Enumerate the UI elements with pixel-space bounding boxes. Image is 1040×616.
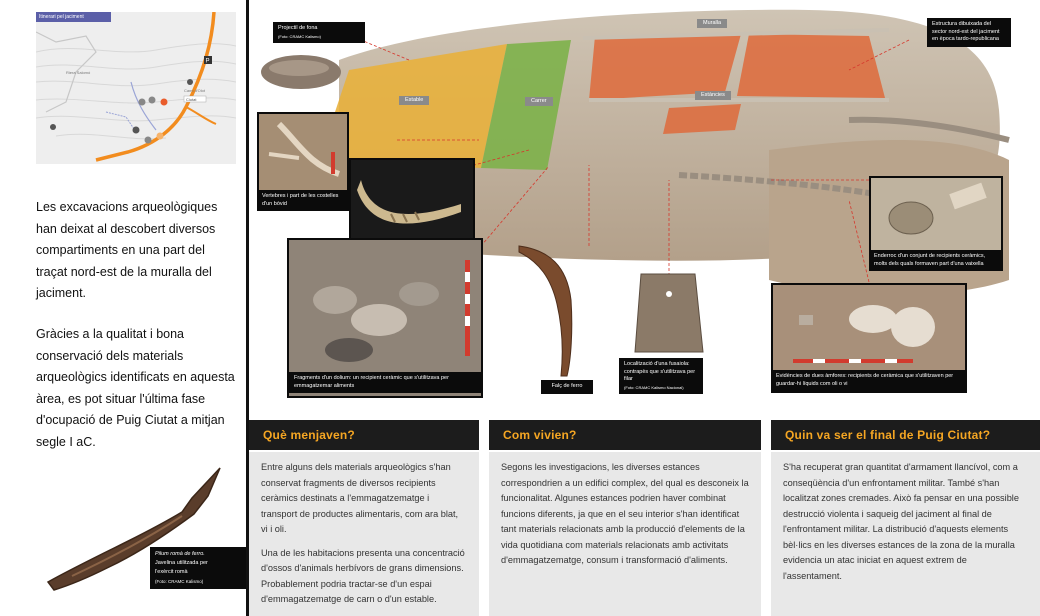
structure-caption: Estructura dibuixada del sector nord-est del jaciment en època tardo-republicana [927,18,1011,47]
sickle-caption: Falç de ferro [541,380,593,394]
pottery-debris-image [871,178,1001,254]
map-label-riera: Riera Salomó [66,70,91,75]
col3-heading: Quin va ser el final de Puig Ciutat? [785,428,991,442]
site-map-drawing [36,12,236,164]
whorl-caption-text: Localització d'una fusaiola: contrapès que s'utilitzava per filar [624,361,696,382]
whorl-caption [619,358,703,394]
pilum-caption-line2: Javelina utilitzada per [155,560,208,566]
projectile-caption [273,22,365,43]
pilum-caption-title: Pilum romà de ferro. [155,551,205,557]
col2-heading: Com vivien? [503,428,577,442]
map-label-cami: Camí d'Olot [184,88,205,93]
map-title: Itinerari pel jaciment [36,12,111,22]
mandible-image [351,160,473,242]
dolium-caption: Fragments d'un dolium: un recipient ceràmic que s'utilitzava per emmagatzemar aliments [289,372,483,393]
pilum-caption-credit: (Foto: CRAMC Kalismo) [155,579,204,584]
col3-header [771,420,1040,450]
left-panel [0,0,247,616]
label-estancies: Estàncies [695,91,731,100]
pilum-caption-line3: l'exèrcit romà [155,569,188,575]
whorl-caption-credit: (Foto: CRAMC Kalismo Nacional) [624,384,684,390]
col3-paragraph-1: S'ha recuperat gran quantitat d'armament llancívol, com a conseqüència d'un enfrontament militar. També s'han localitzat zones cremades. Això fa pensar en una possible destrucció violenta i saqueig del jaciment al final de l'enfrontament militar. La distribució d'aquests elements bèl·lics en les diverses estances de la zona de la muralla evidencia un atac iniciat en aquest extrem de l'assentament. [783,462,1019,581]
col2-header [489,420,761,450]
intro-paragraph-1: Les excavacions arqueològiques han deixat al descobert diversos compartiments en una part del traçat nord-est de la muralla del jaciment. [36,200,218,300]
site-photo-area [249,0,1040,420]
pottery-debris-caption: Enderroc d'un conjunt de recipients ceràmics, molts dels quals formaven part d'una vaixella [869,250,1003,271]
amphorae-caption: Evidències de dues àmfores: recipients de ceràmica que s'utilitzaven per guardar-hi líquids com oli o vi [771,370,967,391]
col1-body [249,452,479,616]
col1-heading: Què menjaven? [263,428,355,442]
parking-marker: P [205,58,210,65]
vertebrae-caption: Vertebres i part de les costelles d'un bòvid [257,190,349,211]
col1-paragraph-1: Entre alguns dels materials arqueològics s'han conservat fragments de diversos recipients ceràmics destinats a l'emmagatzematge i transport de productes alimentaris, com ara blat, vi i oli. [261,462,459,534]
col2-paragraph-1: Segons les investigacions, les diverses estances correspondrien a un edifici complex, del qual es desconeix la funcionalitat. Algunes estances podrien haver combinat funcions diferents, ja que en el seu interior s'han identificat tant materials relacionats amb la producció d'elements de la vida quotidiana com materials relacionats amb activitats d'emmagatzematge, consum i transformació d'aliments. [501,462,749,565]
col3-body [771,452,1040,616]
pilum-caption [150,547,248,589]
projectile-caption-text: Projectil de fona [278,25,318,31]
vertebrae-image [259,114,347,194]
mandible-photo [349,158,475,244]
label-carrer: Carrer [525,97,553,106]
col2-body [489,452,761,616]
site-map [36,12,236,164]
pottery-debris-photo [869,176,1003,256]
col1-paragraph-2: Una de les habitacions presenta una concentració d'ossos d'animals herbívors de grans dimensions. Probablement podria tractar-se d'un espai d'emmagatzematge de carn o d'un estable. [261,547,465,604]
map-label-ciutat: Ciutat [186,97,197,102]
projectile-caption-credit: (Foto: CRAMC Kalismo) [278,33,321,39]
vertebrae-photo [257,112,349,196]
label-muralla: Muralla [697,19,727,28]
label-estable: Estable [399,96,429,105]
col1-header [249,420,479,450]
intro-paragraph-2: Gràcies a la qualitat i bona conservació dels materials arqueològics identificats en aquesta àrea, es pot situar l'última fase d'ocupació de Puig Ciutat a mitjan segle I aC. [36,327,235,449]
